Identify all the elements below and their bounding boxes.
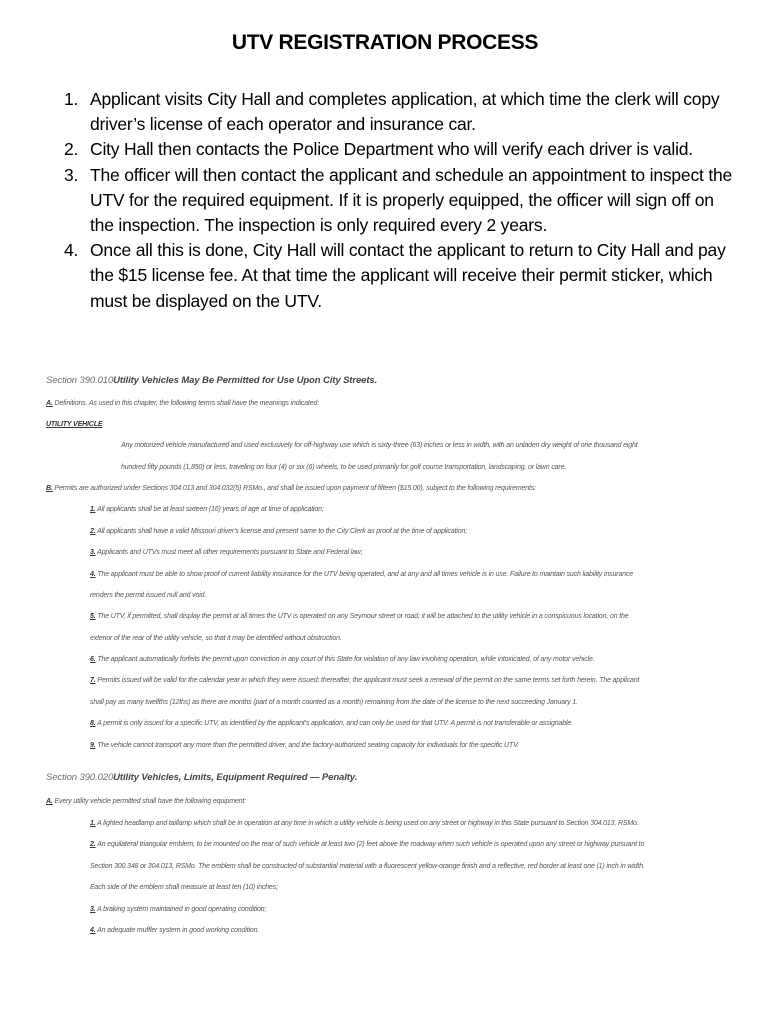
step-number: 3. (64, 164, 79, 185)
subsection-text: Every utility vehicle permitted shall have the following equipment: (52, 798, 246, 805)
equipment-item (90, 905, 266, 914)
section-number: Section 390.020 (46, 772, 114, 783)
defined-term (46, 420, 102, 429)
item-number: 4. (90, 927, 96, 934)
subsection-label: A. (46, 400, 53, 407)
item-continuation: Section 300.348 or 304.013, RSMo. The emblem shall be constructed of substantial material with a fluorescent yellow-orange finish and a reflective, red border at least one (1) inch in width. (90, 863, 645, 870)
item-continuation: Each side of the emblem shall measure at least ten (10) inches; (90, 884, 278, 891)
requirement-item (90, 719, 573, 728)
page-title: UTV REGISTRATION PROCESS (231, 31, 539, 54)
subsection-label: B. (46, 485, 53, 492)
item-number: 1. (90, 820, 96, 827)
subsection-a (46, 399, 319, 408)
equipment-item (90, 819, 639, 828)
item-text: The vehicle cannot transport any more than the permitted driver, and the factory-authorized seating capacity for individuals for the specific UTV. (95, 742, 519, 749)
item-text: All applicants shall be at least sixteen (16) years of age at time of application; (95, 506, 324, 513)
item-continuation: renders the permit issued null and void. (90, 592, 207, 599)
step-number: 1. (64, 89, 79, 109)
item-number: 1. (90, 506, 96, 513)
item-text: A permit is only issued for a specific UTV, as identified by the applicant's application, and can only be used for that UTV. A permit is not transferable or assignable. (95, 720, 573, 727)
section-390-010-heading (46, 375, 377, 387)
item-number: 6. (90, 656, 96, 663)
item-text: Permits issued will be valid for the calendar year in which they were issued; thereafter, the applicant must seek a renewal of the permit on the same terms set forth herein. The applicant (95, 677, 640, 684)
requirement-item (90, 570, 633, 579)
item-continuation: shall pay as many twelfths (12ths) as there are months (part of a month counted as a month) remaining from the date of the license to the next succeeding January 1. (90, 699, 578, 706)
item-text: Applicants and UTVs must meet all other requirements pursuant to State and Federal law; (95, 549, 363, 556)
item-continuation: exterior of the rear of the utility vehicle, so that it may be identified without obstruction. (90, 635, 342, 642)
defined-term-label: UTILITY VEHICLE (46, 421, 103, 428)
item-text: All applicants shall have a valid Missouri driver's license and present same to the City Clerk as proof at the time of application; (95, 528, 468, 535)
definition-text: hundred fifty pounds (1,850) or less, traveling on four (4) or six (6) wheels, to be used primarily for golf course transportation, landscaping, or lawn care. (121, 464, 567, 471)
requirement-item (90, 676, 639, 685)
item-text: An adequate muffler system in good working condition. (95, 927, 260, 934)
item-number: 3. (90, 906, 96, 913)
item-number: 2. (90, 528, 96, 535)
step-text: Applicant visits City Hall and completes application, at which time the clerk will copy driver’s license of each operator and insurance car. (90, 89, 720, 135)
item-number: 7. (90, 677, 96, 684)
step-number: 2. (64, 139, 79, 160)
item-text: A braking system maintained in good operating condition; (95, 906, 267, 913)
equipment-item (90, 840, 644, 849)
item-number: 3. (90, 549, 96, 556)
subsection-a (46, 797, 246, 806)
step-text: City Hall then contacts the Police Department who will verify each driver is valid. (90, 139, 693, 160)
item-text: The applicant automatically forfeits the permit upon conviction in any court of this State for violation of any law involving operation, while intoxicated, of any motor vehicle. (95, 656, 595, 663)
item-number: 2. (90, 841, 96, 848)
requirement-item (90, 741, 519, 750)
requirement-item (90, 548, 363, 557)
item-number: 5. (90, 613, 96, 620)
item-number: 9. (90, 742, 96, 749)
requirement-item (90, 655, 595, 664)
step-text: The officer will then contact the applicant and schedule an appointment to inspect the UTV for the required equipment. If it is properly equipped, the officer will sign off on the inspection. The inspection is only required every 2 years. (90, 164, 733, 236)
requirement-item (90, 527, 467, 536)
requirement-item (90, 505, 324, 514)
requirement-item (90, 612, 629, 621)
equipment-item (90, 926, 259, 935)
subsection-label: A. (46, 798, 53, 805)
step-text: Once all this is done, City Hall will contact the applicant to return to City Hall and pay the $15 license fee. At that time the applicant will receive their permit sticker, which must be displayed on the UTV. (90, 240, 726, 311)
item-text: A lighted headlamp and taillamp which shall be in operation at any time in which a utility vehicle is being used on any street or highway in this State pursuant to Section 304.013, RSMo. (95, 820, 639, 827)
item-number: 8. (90, 720, 96, 727)
definition-text: Any motorized vehicle manufactured and used exclusively for off-highway use which is sixty-three (63) inches or less in width, with an unladen dry weight of one thousand eight (121, 442, 638, 449)
subsection-text: Definitions. As used in this chapter, the following terms shall have the meanings indicated: (52, 400, 320, 407)
section-390-020-heading (46, 772, 357, 784)
section-title: Utility Vehicles, Limits, Equipment Required — Penalty. (113, 772, 358, 783)
item-text: The applicant must be able to show proof of current liability insurance for the UTV being operated, and at any and all times vehicle is in use. Failure to maintain such liability insurance (95, 571, 633, 578)
section-number: Section 390.010 (46, 375, 114, 386)
subsection-b (46, 484, 536, 493)
section-title: Utility Vehicles May Be Permitted for Use Upon City Streets. (113, 375, 378, 386)
step-number: 4. (64, 240, 79, 261)
item-text: The UTV, if permitted, shall display the permit at all times the UTV is operated on any Seymour street or road; it will be attached to the utility vehicle in a conspicuous location, on the (95, 613, 629, 620)
item-number: 4. (90, 571, 96, 578)
item-text: An equilateral triangular emblem, to be mounted on the rear of such vehicle at least two (2) feet above the roadway when such vehicle is operated upon any street or highway pursuant to (95, 841, 645, 848)
subsection-text: Permits are authorized under Sections 304.013 and 304.032(5) RSMo., and shall be issued upon payment of fifteen ($15.00), subject to the following requirements: (52, 485, 536, 492)
